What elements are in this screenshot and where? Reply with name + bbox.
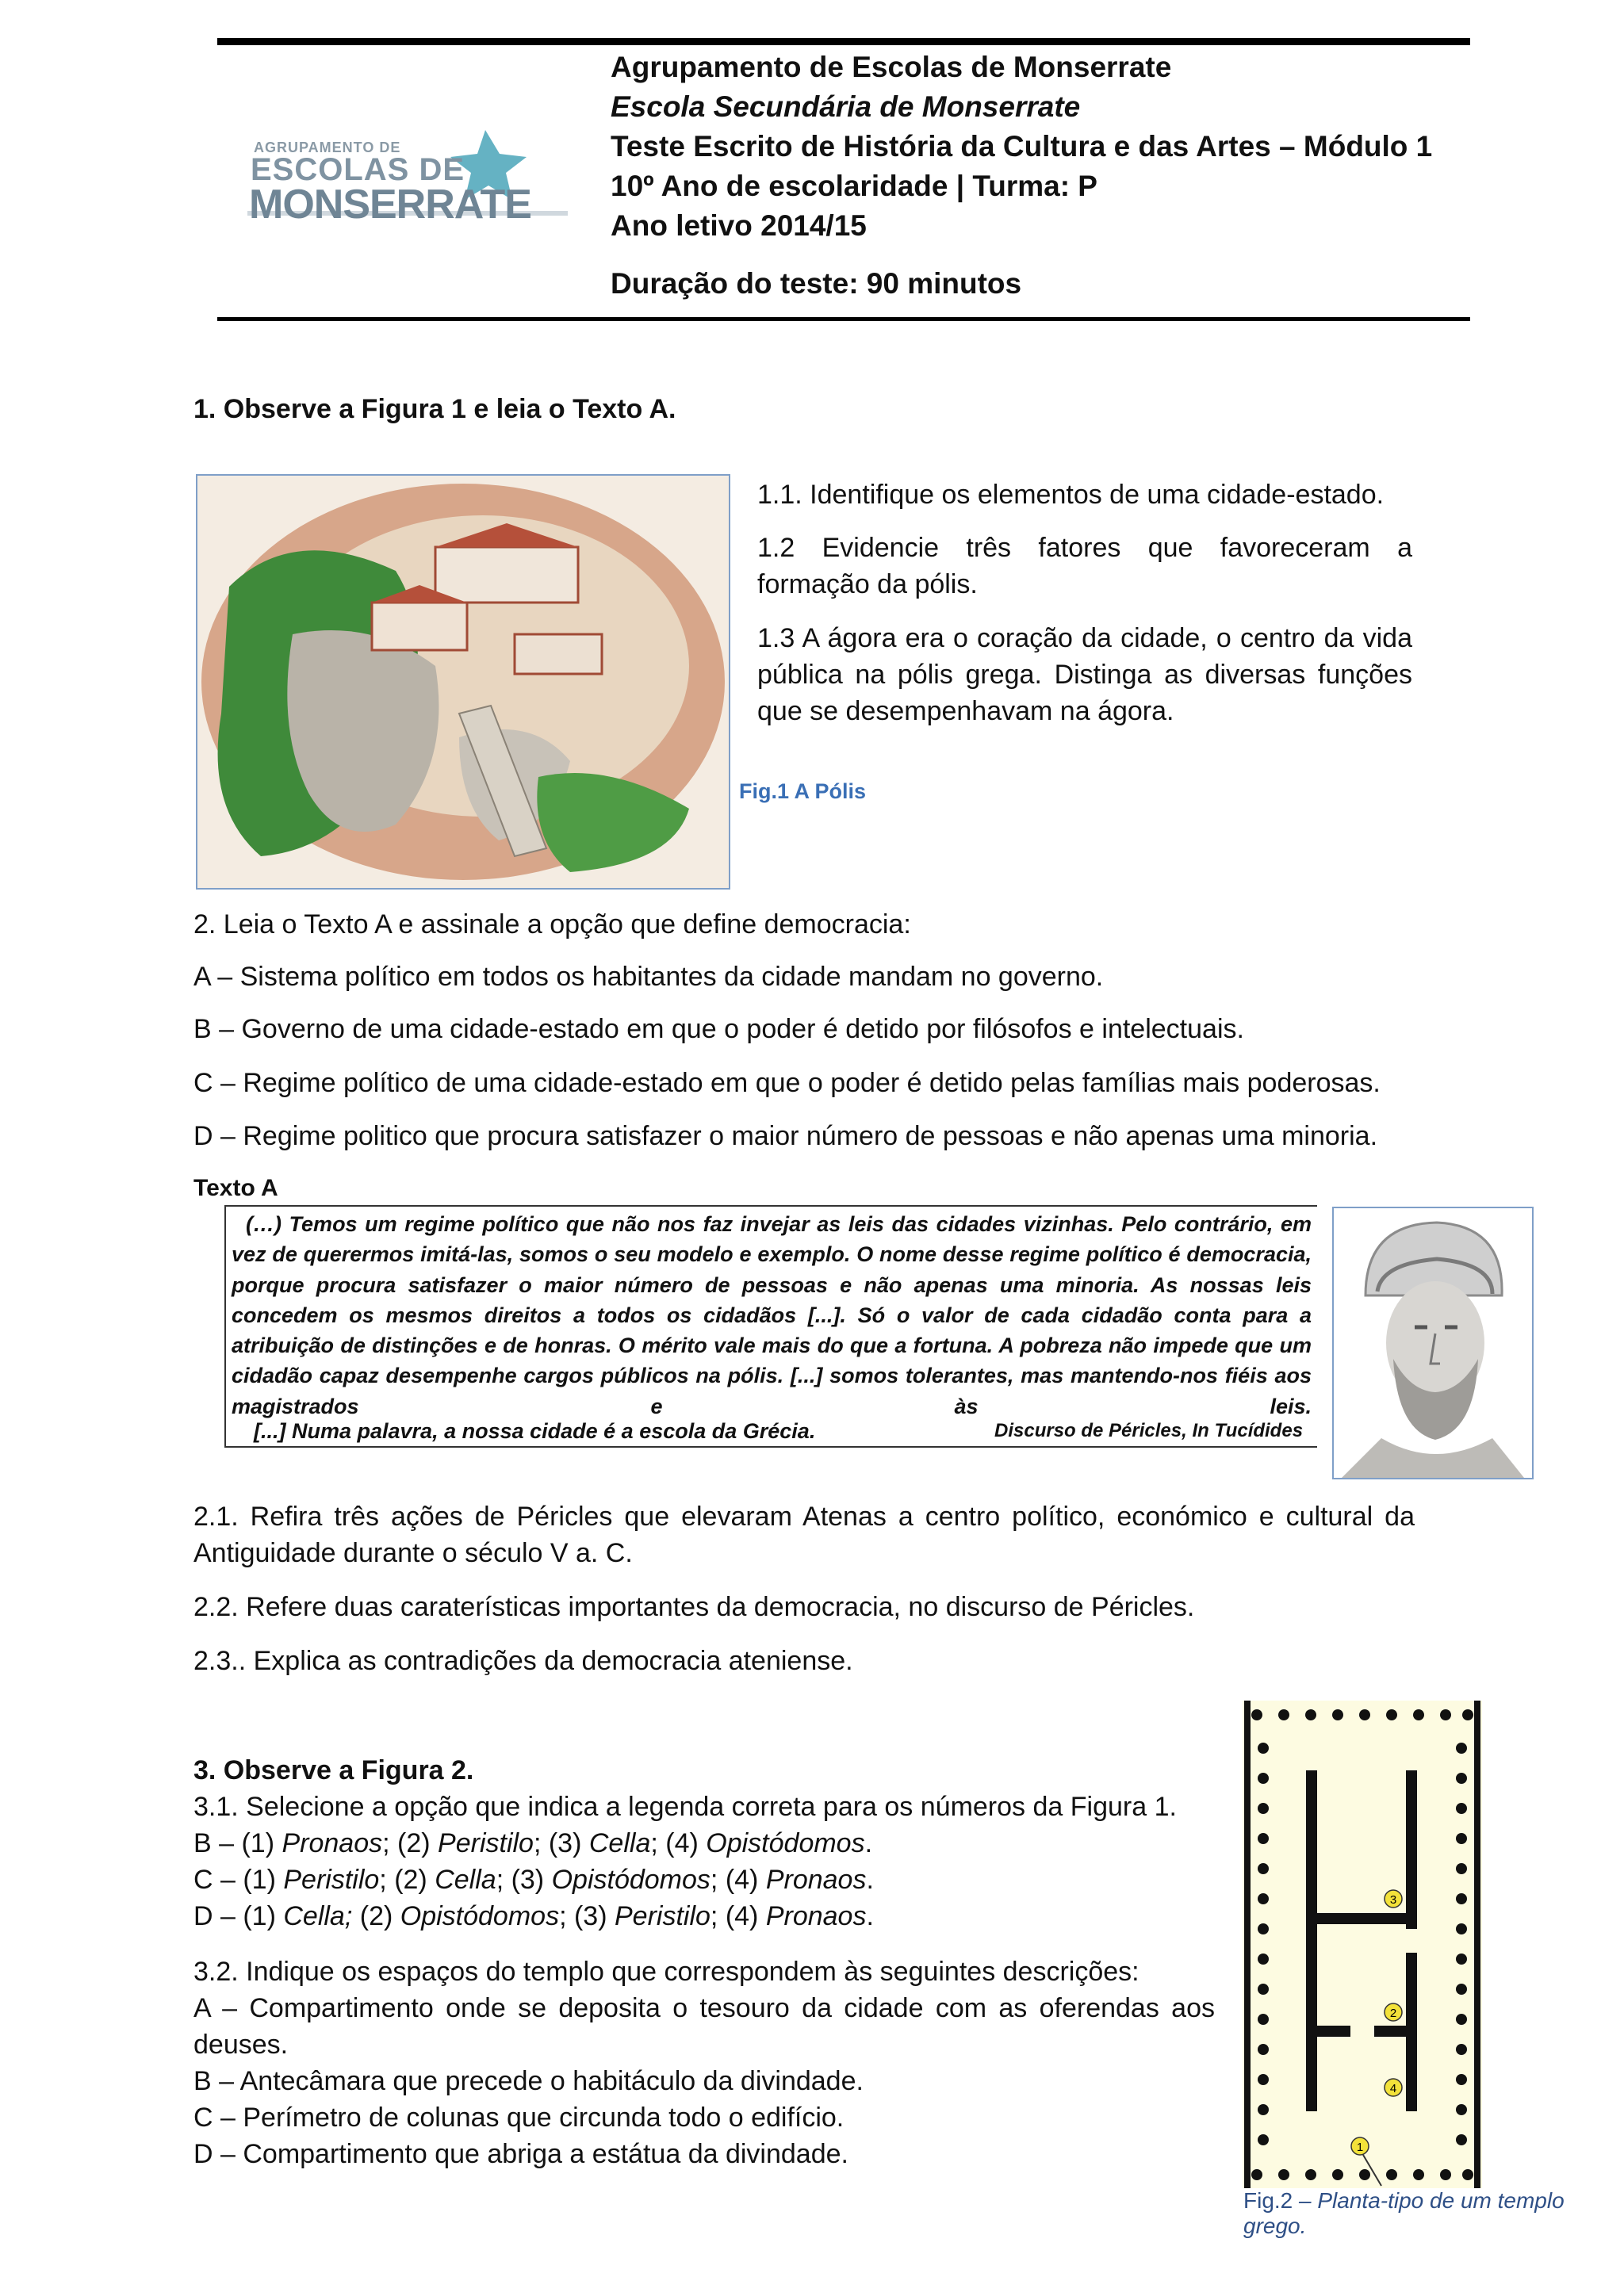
test-title: Teste Escrito de História da Cultura e das Artes – Módulo 1 (611, 130, 1433, 163)
temple-column (1456, 1833, 1467, 1844)
temple-column (1258, 1893, 1269, 1904)
temple-column (1251, 2169, 1262, 2180)
q3-1-option-c: C – (1) Peristilo; (2) Cella; (3) Opistódomos; (4) Pronaos. (193, 1865, 874, 1895)
plan-marker-4 (1385, 2079, 1402, 2096)
temple-column (1386, 2169, 1397, 2180)
temple-column (1462, 2169, 1473, 2180)
q2-1-text: 2.1. Refira três ações de Péricles que elevaram Atenas a centro político, económico e cultural da Antiguidade durante o século V a. C. (193, 1502, 1415, 1568)
temple-column (1456, 1984, 1467, 1995)
temple-column (1456, 2074, 1467, 2085)
temple-column (1462, 1709, 1473, 1720)
school-year: Ano letivo 2014/15 (611, 209, 867, 242)
q3-2-desc-a: A – Compartimento onde se deposita o tesouro da cidade com as oferendas aos deuses. (193, 1993, 1215, 2060)
temple-column (1456, 1803, 1467, 1814)
q3-2-text: 3.2. Indique os espaços do templo que correspondem às seguintes descrições: (193, 1957, 1139, 1987)
logo-escolas-text: ESCOLAS DE (251, 152, 465, 187)
school-name: Escola Secundária de Monserrate (611, 90, 1081, 123)
temple-column (1456, 1954, 1467, 1965)
temple-column (1258, 2134, 1269, 2145)
text-a-label: Texto A (193, 1175, 278, 1201)
q3-2-desc-b: B – Antecâmara que precede o habitáculo da divindade. (193, 2066, 864, 2096)
q3-1-option-d: D – (1) Cella; (2) Opistódomos; (3) Peristilo; (4) Pronaos. (193, 1901, 874, 1931)
svg-text:1: 1 (1356, 2141, 1364, 2154)
temple-column (1258, 1743, 1269, 1754)
temple-column (1456, 2044, 1467, 2055)
fig2-temple-plan (1243, 1701, 1482, 2188)
q1-3-text: 1.3 A ágora era o coração da cidade, o centro da vida pública na pólis grega. Distinga as diversas funções que se desempenhavam na ágora. (757, 623, 1412, 726)
q3-1-text: 3.1. Selecione a opção que indica a legenda correta para os números da Figura 1. (193, 1792, 1177, 1822)
temple-column (1456, 2014, 1467, 2025)
temple-column (1258, 2104, 1269, 2115)
temple-column (1456, 2104, 1467, 2115)
temple-column (1251, 1709, 1262, 1720)
temple-column (1278, 1709, 1289, 1720)
temple-column (1278, 2169, 1289, 2180)
header-bottom-rule (217, 317, 1470, 321)
q2-2-text: 2.2. Refere duas caraterísticas importantes da democracia, no discurso de Péricles. (193, 1592, 1195, 1622)
temple-column (1258, 2074, 1269, 2085)
school-group-name: Agrupamento de Escolas de Monserrate (611, 51, 1172, 83)
temple-column (1386, 1709, 1397, 1720)
temple-column (1258, 2014, 1269, 2025)
q3-2-desc-d: D – Compartimento que abriga a estátua da divindade. (193, 2139, 848, 2169)
temple-column (1258, 1984, 1269, 1995)
grade-class: 10º Ano de escolaridade | Turma: P (611, 170, 1097, 202)
temple-column (1413, 1709, 1424, 1720)
fig1-polis-image (196, 474, 730, 890)
plan-marker-2 (1385, 2003, 1402, 2021)
text-a-last-line: [...] Numa palavra, a nossa cidade é a escola da Grécia. (254, 1419, 816, 1443)
q2-option-c: C – Regime político de uma cidade-estado em que o poder é detido pelas famílias mais poderosas. (193, 1068, 1381, 1098)
temple-column (1413, 2169, 1424, 2180)
temple-column (1359, 2169, 1370, 2180)
fig2-caption: Fig.2 – Planta-tipo de um templo grego. (1243, 2188, 1565, 2238)
plan-marker-3 (1385, 1890, 1402, 1908)
svg-text:2: 2 (1389, 2007, 1397, 2020)
temple-column (1440, 2169, 1451, 2180)
temple-column (1258, 1954, 1269, 1965)
q2-option-d: D – Regime politico que procura satisfazer o maior número de pessoas e não apenas uma minoria. (193, 1121, 1378, 1151)
text-a-body: (…) Temos um regime político que não nos faz invejar as leis das cidades vizinhas. Pelo contrário, em vez de querermos imitá-las, somos o seu modelo e exemplo. O nome desse regime político é democracia, porque procura satisfazer o maior número de pessoas e não apenas uma minoria. As nossas leis concedem os mesmos direitos a todos os cidadãos [...]. Só o valor de cada cidadão conta para a atribuição de distinções e de honras. O mérito vale mais do que a fortuna. A pobreza não impede que um cidadão capaz desempenhe cargos públicos na pólis. [...] somos tolerantes, mas mantendo-nos fiéis aos magistrados e às leis. (232, 1212, 1312, 1418)
temple-column (1456, 2134, 1467, 2145)
temple-column (1258, 1923, 1269, 1934)
temple-column (1456, 1863, 1467, 1874)
logo-small-text: AGRUPAMENTO DE (254, 140, 401, 155)
test-duration: Duração do teste: 90 minutos (611, 267, 1022, 300)
q2-option-a: A – Sistema político em todos os habitantes da cidade mandam no governo. (193, 962, 1104, 992)
q3-heading: 3. Observe a Figura 2. (193, 1755, 474, 1785)
q2-3-text: 2.3.. Explica as contradições da democracia ateniense. (193, 1646, 853, 1676)
temple-column (1332, 2169, 1343, 2180)
temple-column (1359, 1709, 1370, 1720)
q2-heading: 2. Leia o Texto A e assinale a opção que define democracia: (193, 909, 911, 939)
logo-monserrate-text: MONSERRATE (249, 182, 531, 228)
q2-option-b: B – Governo de uma cidade-estado em que o poder é detido por filósofos e intelectuais. (193, 1014, 1244, 1044)
temple-column (1305, 1709, 1316, 1720)
svg-text:4: 4 (1389, 2082, 1397, 2095)
temple-column (1258, 1833, 1269, 1844)
temple-column (1456, 1743, 1467, 1754)
q1-2-text: 1.2 Evidencie três fatores que favoreceram a formação da pólis. (757, 533, 1412, 599)
temple-column (1258, 1803, 1269, 1814)
temple-column (1456, 1923, 1467, 1934)
q1-1-text: 1.1. Identifique os elementos de uma cidade-estado. (757, 480, 1385, 510)
q3-2-desc-c: C – Perímetro de colunas que circunda todo o edifício. (193, 2103, 845, 2133)
temple-column (1305, 2169, 1316, 2180)
temple-column (1440, 1709, 1451, 1720)
temple-column (1258, 2044, 1269, 2055)
q1-heading: 1. Observe a Figura 1 e leia o Texto A. (193, 394, 676, 424)
fig1-caption: Fig.1 A Pólis (739, 779, 867, 803)
temple-column (1456, 1773, 1467, 1784)
q3-1-option-b: B – (1) Pronaos; (2) Peristilo; (3) Cella; (4) Opistódomos. (193, 1828, 873, 1858)
svg-text:3: 3 (1389, 1893, 1397, 1907)
header-top-rule (217, 38, 1470, 45)
temple-column (1258, 1863, 1269, 1874)
temple-column (1332, 1709, 1343, 1720)
temple-column (1456, 1893, 1467, 1904)
pericles-bust-image (1332, 1207, 1534, 1479)
school-logo (247, 116, 568, 235)
temple-column (1258, 1773, 1269, 1784)
text-a-source: Discurso de Péricles, In Tucídides (994, 1420, 1304, 1441)
